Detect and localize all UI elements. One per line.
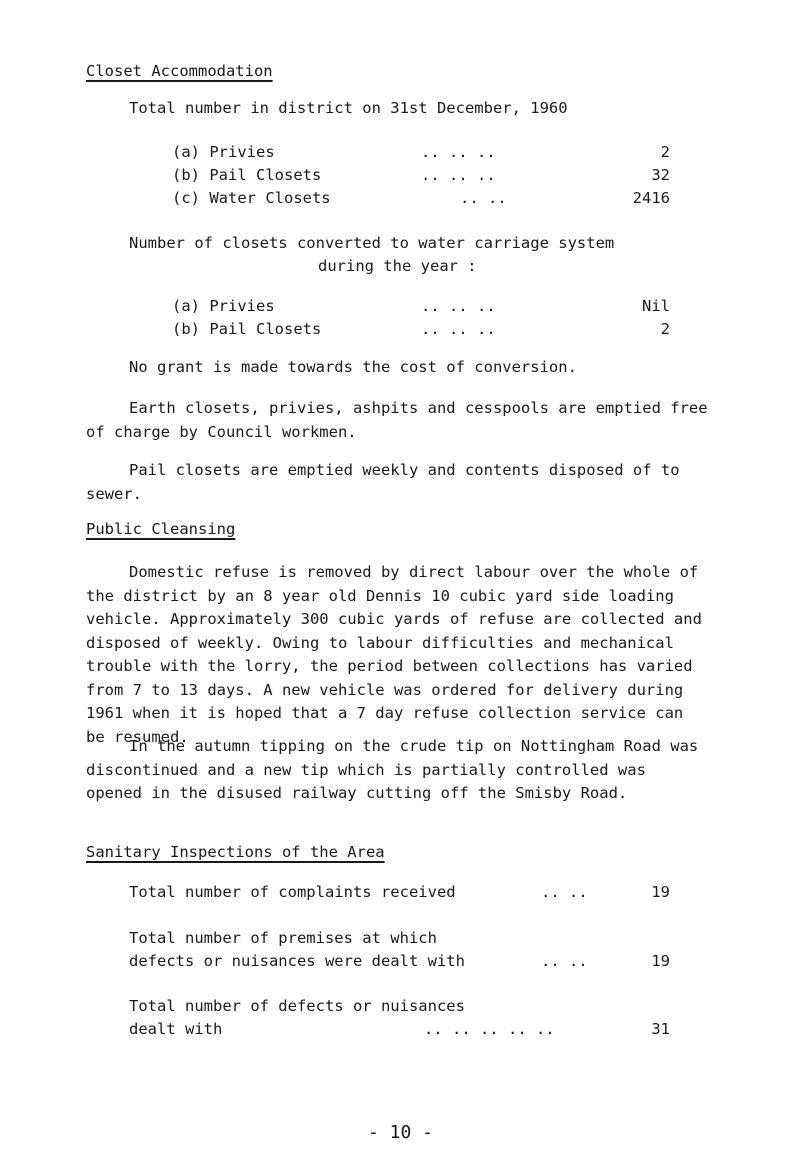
defects-value: 31	[651, 1020, 670, 1038]
closet-item-value: 2416	[632, 189, 670, 207]
earth-closets-paragraph: Earth closets, privies, ashpits and cesspools are emptied free of charge by Council workmen.	[86, 399, 708, 441]
closet-item-value: 2	[660, 143, 670, 161]
converted-item-label: (a) Privies	[172, 297, 275, 315]
premises-label-line-1: Total number of premises at which	[129, 929, 437, 947]
public-cleansing-paragraph-1: Domestic refuse is removed by direct labour over the whole of the district by an 8 year old Dennis 10 cubic yard side loading vehicle. Approximately 300 cubic yards of refuse are collected and disposed of weekly. Owing to labour difficulties and mechanical trouble with the lorry, the period between collections has varied from 7 to 13 days. A new vehicle was ordered for delivery during 1961 when it is hoped that a 7 day refuse collection service can be resumed.	[86, 563, 702, 746]
premises-dots: .. ..	[541, 952, 588, 970]
no-grant-text: No grant is made towards the cost of conversion.	[129, 358, 577, 376]
sanitary-heading: Sanitary Inspections of the Area	[86, 843, 385, 861]
premises-value: 19	[651, 952, 670, 970]
page-number: - 10 -	[367, 1122, 434, 1143]
closet-item-dots: .. .. ..	[421, 143, 496, 161]
public-cleansing-paragraph-2: In the autumn tipping on the crude tip on Nottingham Road was discontinued and a new tip which is partially controlled was opened in the disused railway cutting off the Smisby Road.	[86, 737, 699, 802]
complaints-label: Total number of complaints received	[129, 883, 456, 901]
closet-item-label: (a) Privies	[172, 143, 275, 161]
converted-item-dots: .. .. ..	[421, 297, 496, 315]
converted-line-2: during the year :	[318, 257, 477, 275]
complaints-dots: .. ..	[541, 883, 588, 901]
defects-label-line-2: dealt with	[129, 1020, 223, 1038]
public-cleansing-heading: Public Cleansing	[86, 520, 236, 538]
converted-item-value: 2	[660, 320, 670, 338]
closet-total-line: Total number in district on 31st December, 1960	[129, 99, 568, 117]
closet-item-dots: .. .. ..	[421, 166, 496, 184]
closet-item-dots: .. ..	[460, 189, 507, 207]
converted-item-label: (b) Pail Closets	[172, 320, 322, 338]
pail-closets-paragraph: Pail closets are emptied weekly and contents disposed of to sewer.	[86, 461, 680, 503]
closet-item-label: (c) Water Closets	[172, 189, 331, 207]
premises-label-line-2: defects or nuisances were dealt with	[129, 952, 465, 970]
converted-item-dots: .. .. ..	[421, 320, 496, 338]
closet-heading: Closet Accommodation	[86, 62, 273, 80]
closet-item-value: 32	[651, 166, 670, 184]
defects-dots: .. .. .. .. ..	[424, 1020, 555, 1038]
closet-item-label: (b) Pail Closets	[172, 166, 322, 184]
converted-line-1: Number of closets converted to water carriage system	[129, 234, 615, 252]
converted-item-value: Nil	[642, 297, 670, 315]
defects-label-line-1: Total number of defects or nuisances	[129, 997, 465, 1015]
complaints-value: 19	[651, 883, 670, 901]
